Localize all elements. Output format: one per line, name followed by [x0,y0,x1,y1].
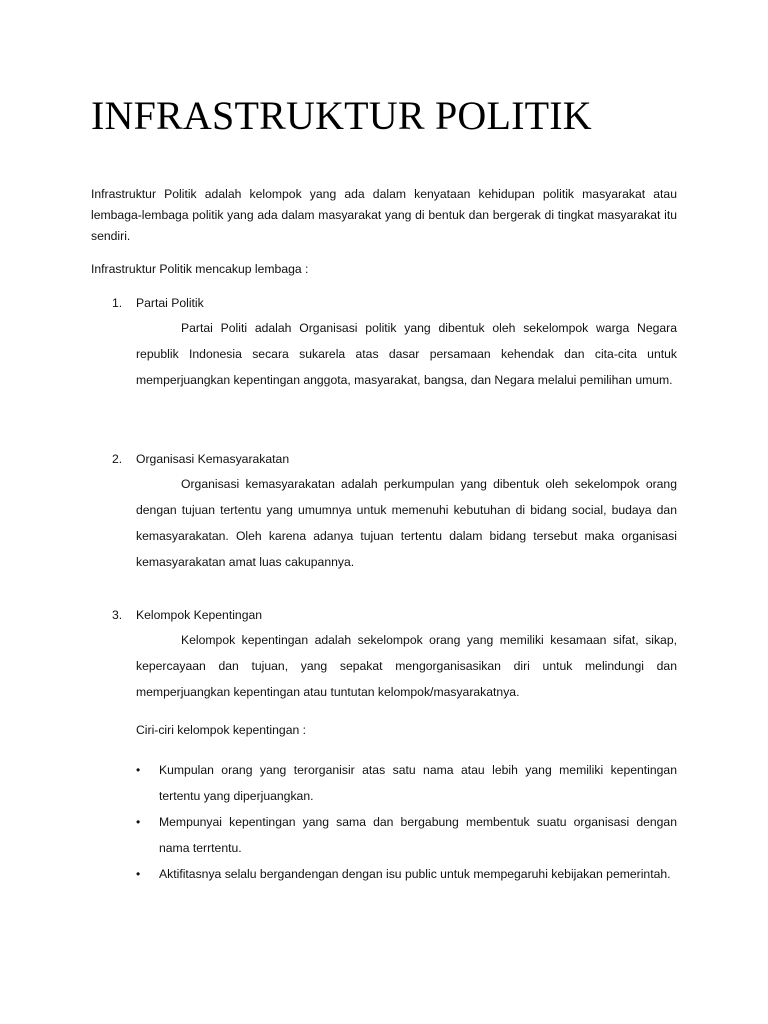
item-body-organisasi-kemasyarakatan: Organisasi kemasyarakatan adalah perkumpulan yang dibentuk oleh sekelompok orang dengan tujuan tertentu yang umumnya untuk memenuhi kebutuhan di bidang social, budaya dan kemasyarakatan. Oleh karena adanya tujuan tertentu dalam bidang tersebut maka organisasi kemasyarakatan amat luas cakupannya. [136,477,677,569]
intro-paragraph: Infrastruktur Politik adalah kelompok yang ada dalam kenyataan kehidupan politik masyarakat atau lembaga-lembaga politik yang ada dalam masyarakat yang di bentuk dan bergerak di tingkat masyarakat itu sendiri. [91,187,677,243]
list-item [136,757,677,809]
scope-line: Infrastruktur Politik mencakup lembaga : [91,262,309,276]
bullet-text: Mempunyai kepentingan yang sama dan bergabung membentuk suatu organisasi dengan nama terrtentu. [159,815,677,855]
item-number-2: 2. [112,452,123,466]
item-title-kelompok-kepentingan: Kelompok Kepentingan [136,608,263,622]
bullet-text: Kumpulan orang yang terorganisir atas satu nama atau lebih yang memiliki kepentingan tertentu yang diperjuangkan. [159,763,677,803]
item-body-kelompok-kepentingan: Kelompok kepentingan adalah sekelompok orang yang memiliki kesamaan sifat, sikap, kepercayaan dan tujuan, yang sepakat mengorganisasikan diri untuk melindungi dan memperjuangkan kepentingan atau tuntutan kelompok/masyarakatnya. [136,633,677,699]
bullet-icon: • [136,867,141,881]
item-body-partai-politik: Partai Politi adalah Organisasi politik yang dibentuk oleh sekelompok warga Negara republik Indonesia secara sukarela atas dasar persamaan kehendak dan cita-cita untuk memperjuangkan kepentingan anggota, masyarakat, bangsa, dan Negara melalui pemilihan umum. [136,321,677,387]
list-item [136,809,677,861]
item-title-organisasi-kemasyarakatan: Organisasi Kemasyarakatan [136,452,290,466]
list-item [136,861,677,887]
bullet-icon: • [136,815,141,829]
ciri-ciri-heading: Ciri-ciri kelompok kepentingan : [136,723,307,737]
item-title-partai-politik: Partai Politik [136,296,204,310]
document-title: INFRASTRUKTUR POLITIK [91,93,592,138]
item-number-3: 3. [112,608,123,622]
item-number-1: 1. [112,296,123,310]
ciri-ciri-list [136,757,677,887]
bullet-text: Aktifitasnya selalu bergandengan dengan isu public untuk mempegaruhi kebijakan pemerintah. [159,867,671,881]
bullet-icon: • [136,763,141,777]
